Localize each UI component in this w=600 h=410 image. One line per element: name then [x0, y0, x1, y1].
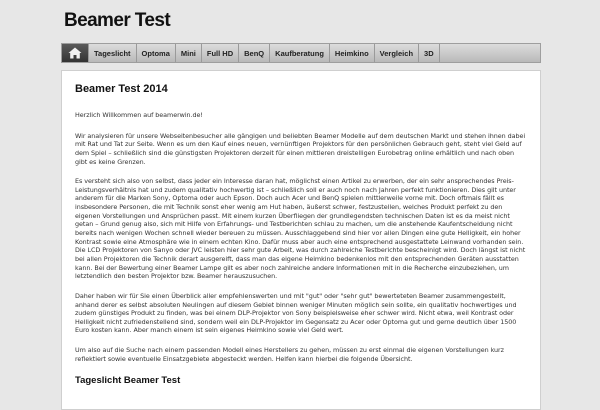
content-paragraph: Es versteht sich also von selbst, dass jeder ein Interesse daran hat, möglichst einen Artikel zu erwerben, der ein sehr ansprechendes Preis-Leistungsverhältnis hat und zudem qualitativ hochwertig ist – schließlich soll er auch noch nach Jahren perfekt funktionieren. Dies gilt unter anderem für die Marken Sony, Optoma oder auch Epson. Doch auch Acer und BenQ spielen mittlerweile vorne mit. Doch oftmals fällt es insbesondere Personen, die mit Technik sonst eher wenig am Hut haben, äußerst schwer, festzustellen, welches Produkt perfekt zu den eigenen Vorstellungen und Ansprüchen passt. Mit einem kurzen Überfliegen der grundlegendsten technischen Daten ist es da meist nicht getan – Grund genug also, sich mit Hilfe von Erfahrungs- und Testberichten schlau zu machen, um die anstehende Kaufentscheidung nicht bereits nach wenigen Wochen schnell wieder bereuen zu müssen. Ausschlaggebend sind hier vor allen Dingen eine gute Helligkeit, ein hoher Kontrast sowie eine Atmosphäre wie in einem echten Kino. Dafür muss aber auch eine entsprechend ausgestattete Leinwand vorhanden sein. Die LCD Projektoren von Sanyo oder JVC leisten hier sehr gute Arbeit, was durch zahlreiche Testberichte bescheinigt wird. Doch längst ist nicht bei allen Projektoren die Technik derart ausgereift, dass man das eigene Heimkino bedenkenlos mit den entsprechenden Geräten ausstatten kann. Bei der Bewertung einer Beamer Lampe gilt es aber noch zahlreiche andere Informationen mit in die Recherche einzubeziehen, um letztendlich den besten Projektor bzw. Beamer herauszusuchen. — [75, 177, 526, 281]
nav-item-optoma[interactable]: Optoma — [137, 44, 176, 62]
section-heading: Tageslicht Beamer Test — [75, 375, 181, 387]
content-paragraph: Wir analysieren für unsere Webseitenbesucher alle gängigen und beliebten Beamer Modelle auf dem deutschen Markt und stehen ihnen dabei mit Rat und Tat zur Seite. Wenn es um den Kauf eines neuen, vernünftigen Projektors für den persönlichen Gebrauch geht, steht viel Geld auf dem Spiel – schließlich sind die günstigsten Projektoren derzeit für einen mittleren dreistelligen Eurobetrag online erhältlich und nach oben gibt es keine Grenzen. — [75, 131, 526, 166]
nav-item-benq[interactable]: BenQ — [239, 44, 270, 62]
nav-home[interactable] — [62, 44, 89, 62]
site-title[interactable]: Beamer Test — [64, 10, 171, 31]
main-content — [61, 70, 541, 410]
nav-item-mini[interactable]: Mini — [176, 44, 202, 62]
nav-item-full-hd[interactable]: Full HD — [202, 44, 239, 62]
page-title: Beamer Test 2014 — [75, 83, 168, 95]
nav-item-3d[interactable]: 3D — [419, 44, 440, 62]
content-paragraph: Um also auf die Suche nach einem passenden Modell eines Herstellers zu gehen, müssen zu erst einmal die eigenen Vorstellungen kurz reflektiert sowie eventuelle Einsatzgebiete abgesteckt werden. Helfen kann hierbei die folgende Übersicht. — [75, 346, 504, 363]
main-navigation — [61, 43, 541, 63]
home-icon — [68, 47, 82, 59]
content-paragraph: Daher haben wir für Sie einen Überblick aller empfehlenswerten und mit "gut" oder "sehr gut" bewerteteten Beamer zusammengestellt, anhand derer es selbst absoluten Neulingen auf diesem Gebiet binnen weniger Minuten möglich sein sollte, ein qualitativ hochwertiges und zudem günstiges Produkt zu finden, was bei einem DLP-Projektor von Sony beispielsweise eher schwer wird. Nicht etwa, weil Kontrast oder Helligkeit nicht zufriedenstellend sind, sondern weil ein DLP-Projektor im Gegensatz zu Acer oder Optoma gut und gerne deutlich über 1500 Euro kosten kann. Aber manch einem ist sein eigenes Heimkino sowie viel Geld wert. — [75, 291, 517, 335]
welcome-text: Herzlich Willkommen auf beamerwin.de! — [75, 111, 203, 119]
nav-item-heimkino[interactable]: Heimkino — [330, 44, 375, 62]
nav-item-vergleich[interactable]: Vergleich — [375, 44, 419, 62]
nav-item-tageslicht[interactable]: Tageslicht — [89, 44, 137, 62]
nav-item-kaufberatung[interactable]: Kaufberatung — [270, 44, 330, 62]
